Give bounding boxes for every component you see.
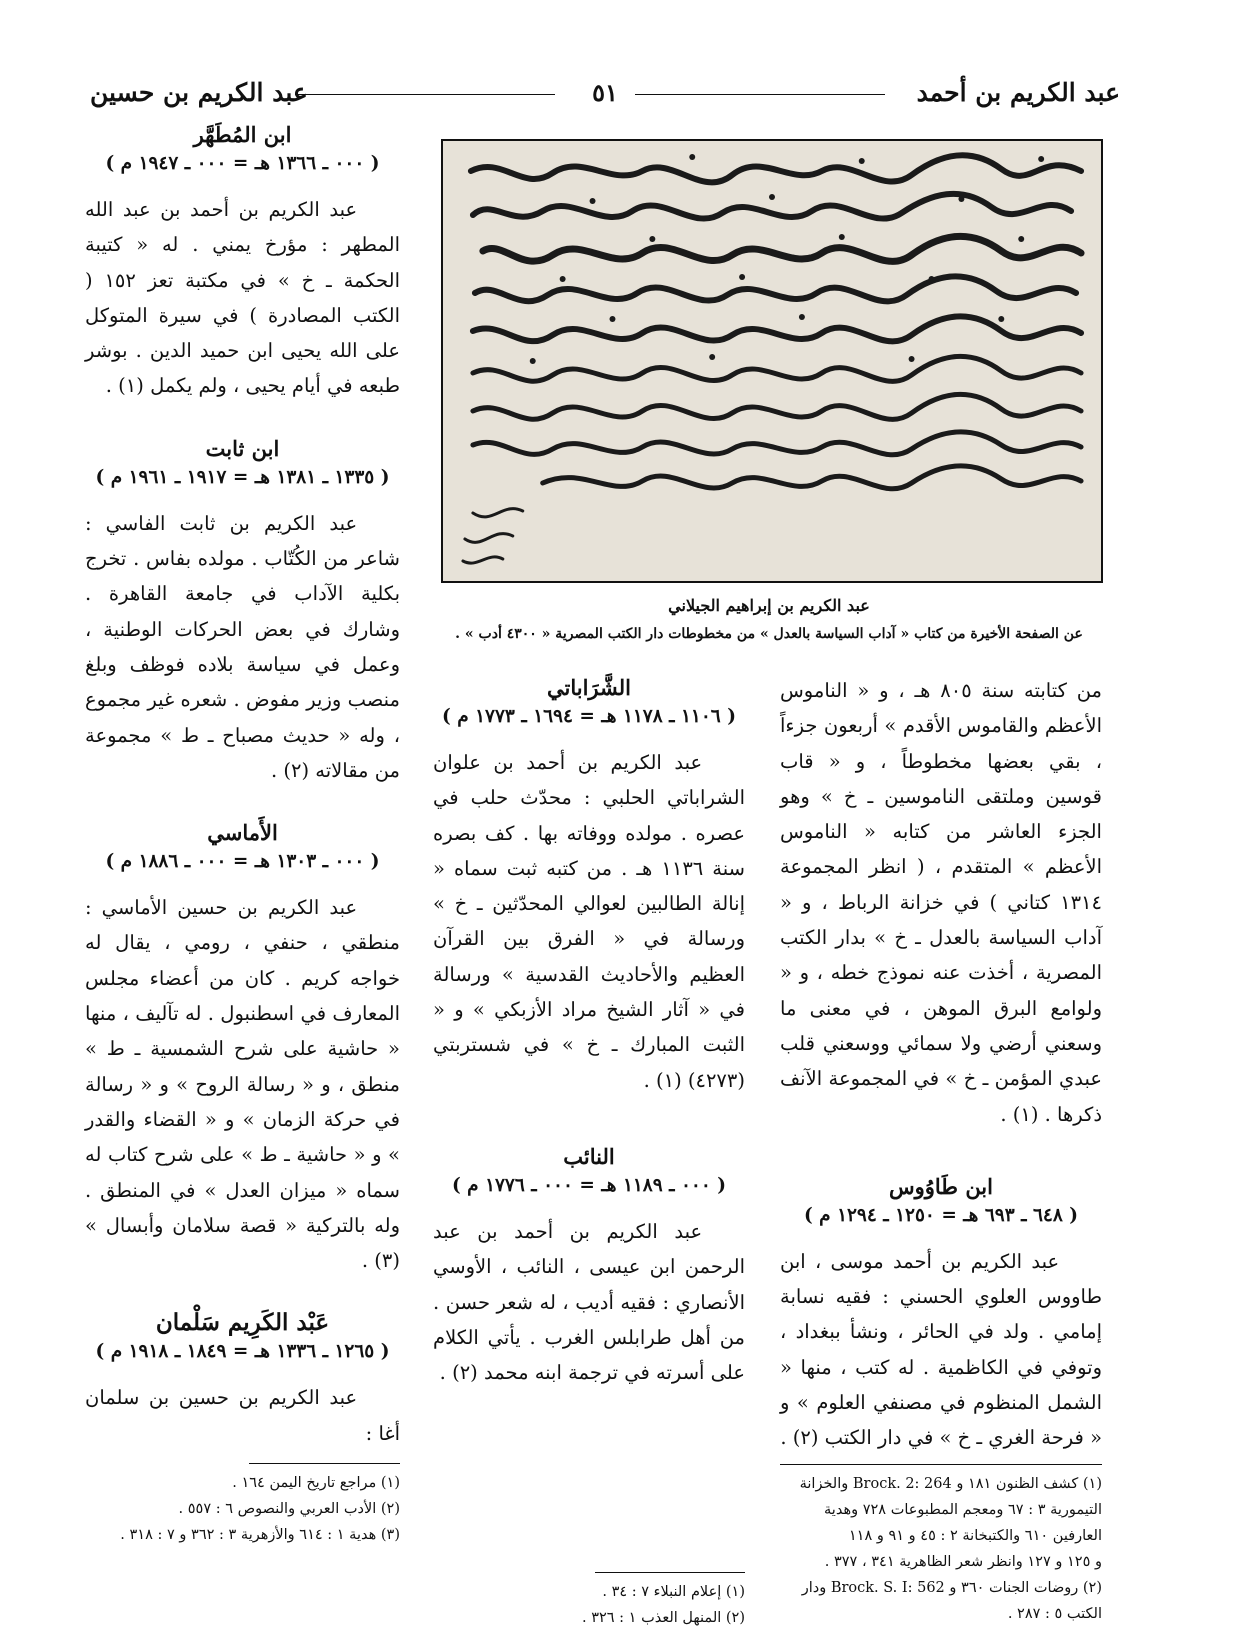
entry-title: النائب bbox=[563, 1143, 615, 1169]
footnote: (٢) المنهل العذب ١ : ٣٢٦ . bbox=[581, 1610, 745, 1627]
entry-dates: ( ١٣٣٥ ـ ١٣٨١ هـ = ١٩١٧ ـ ١٩٦١ م ) bbox=[95, 466, 390, 488]
entry-title: ابن طَاوُوس bbox=[888, 1173, 993, 1199]
entry-dates: ( ٠٠٠ ـ ١٣٦٦ هـ = ٠٠٠ ـ ١٩٤٧ م ) bbox=[105, 153, 380, 174]
footnotes bbox=[85, 1470, 400, 1548]
figure-caption-source: عن الصفحة الأخيرة من كتاب « آداب السياسة بالعدل » من مخطوطات دار الكتب المصرية « ٤٣٠٠ أدب » . bbox=[455, 626, 1083, 642]
footnote: (١) إعلام النبلاء ٧ : ٣٤ . bbox=[602, 1584, 745, 1601]
footnote: التيمورية ٣ : ٦٧ ومعجم المطبوعات ٧٢٨ وهدية bbox=[824, 1501, 1102, 1518]
figure-caption-title: عبد الكريم بن إبراهيم الجيلاني bbox=[668, 596, 870, 615]
left-column bbox=[85, 120, 400, 1548]
footnote-rule bbox=[595, 1572, 745, 1573]
entry-body: عبد الكريم بن ثابت الفاسي : شاعر من الكُتّاب . مولده بفاس . تخرج بكلية الآداب في جامعة القاهرة . وشارك في بعض الحركات الوطنية ، وعمل في سياسة بلاده فوظف وبلغ منصب وزير مفوض . شعره غير مجموع ، وله « حديث مصباح ـ ط » مجموعة من مقالاته (٢) . bbox=[85, 511, 400, 782]
footnotes bbox=[780, 1471, 1102, 1627]
footnote: الكتب ٥ : ٢٨٧ . bbox=[1007, 1605, 1102, 1622]
header-left-title: عبد الكريم بن حسين bbox=[90, 78, 308, 107]
entry-title: عَبْد الكَرِيم سَلْمان bbox=[155, 1309, 330, 1337]
entry-dates: ( ١٢٦٥ ـ ١٣٣٦ هـ = ١٨٤٩ ـ ١٩١٨ م ) bbox=[95, 1341, 390, 1363]
entry-dates: ( ٦٤٨ ـ ٦٩٣ هـ = ١٢٥٠ ـ ١٢٩٤ م ) bbox=[803, 1204, 1079, 1226]
manuscript-image bbox=[441, 139, 1103, 583]
footnote: و ١٢٥ و ١٢٧ وانظر شعر الظاهرية ٣٤١ ، ٣٧٧ . bbox=[824, 1553, 1102, 1570]
entry-dates: ( ١١٠٦ ـ ١١٧٨ هـ = ١٦٩٤ ـ ١٧٧٣ م ) bbox=[442, 706, 736, 727]
footnote: (١) كشف الظنون ١٨١ و Brock. 2: 264 والخزانة bbox=[799, 1475, 1102, 1492]
footnotes bbox=[433, 1579, 745, 1631]
entry-dates: ( ٠٠٠ ـ ١٣٠٣ هـ = ٠٠٠ ـ ١٨٨٦ م ) bbox=[105, 851, 380, 873]
entry-dates: ( ٠٠٠ ـ ١١٨٩ هـ = ٠٠٠ ـ ١٧٧٦ م ) bbox=[451, 1174, 727, 1196]
footnote-rule bbox=[249, 1463, 400, 1464]
running-header bbox=[90, 78, 1120, 112]
entry-title: الشَّرَاباتي bbox=[547, 675, 631, 700]
right-column bbox=[780, 673, 1102, 1627]
entry-body: عبد الكريم بن أحمد بن عبد الله المطهر : مؤرخ يمني . له « كتيبة الحكمة ـ خ » في مكتبة تعز ١٥٢ ( الكتب المصادرة ) في سيرة المتوكل على الله يحيى ابن حميد الدين . بوشر طبعه في أيام يحيى ، ولم يكمل (١) . bbox=[85, 198, 401, 398]
footnote: (٣) هدية ١ : ٦١٤ والأزهرية ٣ : ٣٦٢ و ٧ : ٣١٨ . bbox=[120, 1527, 400, 1544]
footnote: (٢) الأدب العربي والنصوص ٦ : ٥٥٧ . bbox=[178, 1501, 400, 1518]
middle-column bbox=[433, 673, 745, 1631]
entry-body: عبد الكريم بن أحمد موسى ، ابن طاووس العلوي الحسني : فقيه نسابة إمامي . ولد في الحائر ، ونشأ ببغداد ، وتوفي في الكاظمية . له كتب ، منها « الشمل المنظوم في مصنفي العلوم » و « فرحة الغري ـ خ » في دار الكتب (٢) . bbox=[780, 1249, 1102, 1450]
entry-title: ابن ثابت bbox=[205, 435, 280, 461]
footnote: (٢) روضات الجنات ٣٦٠ و Brock. S. I: 562 ودار bbox=[801, 1579, 1102, 1596]
entry-title: الأَماسي bbox=[207, 820, 278, 846]
entry-body: عبد الكريم بن أحمد بن عبد الرحمن ابن عيسى ، النائب ، الأوسي الأنصاري : فقيه أديب ، له شعر حسن . من أهل طرابلس الغرب . يأتي الكلام على أسرته في ترجمة ابنه محمد (٢) . bbox=[433, 1219, 746, 1385]
page-number: ٥١ bbox=[592, 78, 618, 107]
entry-body: عبد الكريم بن حسين بن سلمان أغا : bbox=[85, 1386, 400, 1445]
footnote: العارفين ٦١٠ والكتبخانة ٢ : ٤٥ و ٩١ و ١١٨ bbox=[848, 1527, 1102, 1544]
entry-continuation: من كتابته سنة ٨٠٥ هـ ، و « الناموس الأعظم والقاموس الأقدم » أربعون جزءاً ، بقي بعضها مخطوطاً ، و « قاب قوسين وملتقى الناموسين ـ خ » وهو الجزء العاشر من كتابه « الناموس الأعظم » المتقدم ، ( انظر المجموعة ١٣١٤ كتاني ) في خزانة الرباط ، و « آداب السياسة بالعدل ـ خ » بدار الكتب المصرية ، أخذت عنه نموذج خطه ، و « ولوامع البرق الموهن ، في معنى ما وسعني أرضي ولا سمائي ووسعني قلب عبدي المؤمن ـ خ » في المجموعة الآنف ذكرها . (١) . bbox=[780, 679, 1103, 1126]
manuscript-handwriting bbox=[443, 141, 1101, 581]
footnote: (١) مراجع تاريخ اليمن ١٦٤ . bbox=[232, 1475, 400, 1492]
entry-body: عبد الكريم بن حسين الأماسي : منطقي ، حنفي ، رومي ، يقال له خواجه كريم . كان من أعضاء مجلس المعارف في اسطنبول . له تآليف ، منها « حاشية على شرح الشمسية ـ ط » منطق ، و « رسالة الروح » و « رسالة في حركة الزمان » و « القضاء والقدر » و « حاشية ـ ط » على شرح كتاب له سماه « ميزان العدل » في المنطق . وله بالتركية « قصة سلامان وأبسال » (٣) . bbox=[85, 896, 401, 1273]
header-right-title: عبد الكريم بن أحمد bbox=[916, 78, 1120, 107]
entry-title: ابن المُطَهَّر bbox=[193, 122, 292, 147]
entry-body: عبد الكريم بن أحمد بن علوان الشراباتي الحلبي : محدّث حلب في عصره . مولده ووفاته بها . كف بصره سنة ١١٣٦ هـ . من كتبه ثبت سماه « إنالة الطالبين لعوالي المحدّثين ـ خ » ورسالة في « الفرق بين القرآن العظيم والأحاديث القدسية » ورسالة في « آثار الشيخ مراد الأزبكي » و « الثبت المبارك ـ خ » في شستربتي (٤٢٧٣) (١) . bbox=[433, 751, 746, 1092]
footnote-rule bbox=[780, 1464, 1102, 1465]
header-rule-right bbox=[635, 94, 885, 95]
header-rule-left bbox=[295, 94, 555, 95]
